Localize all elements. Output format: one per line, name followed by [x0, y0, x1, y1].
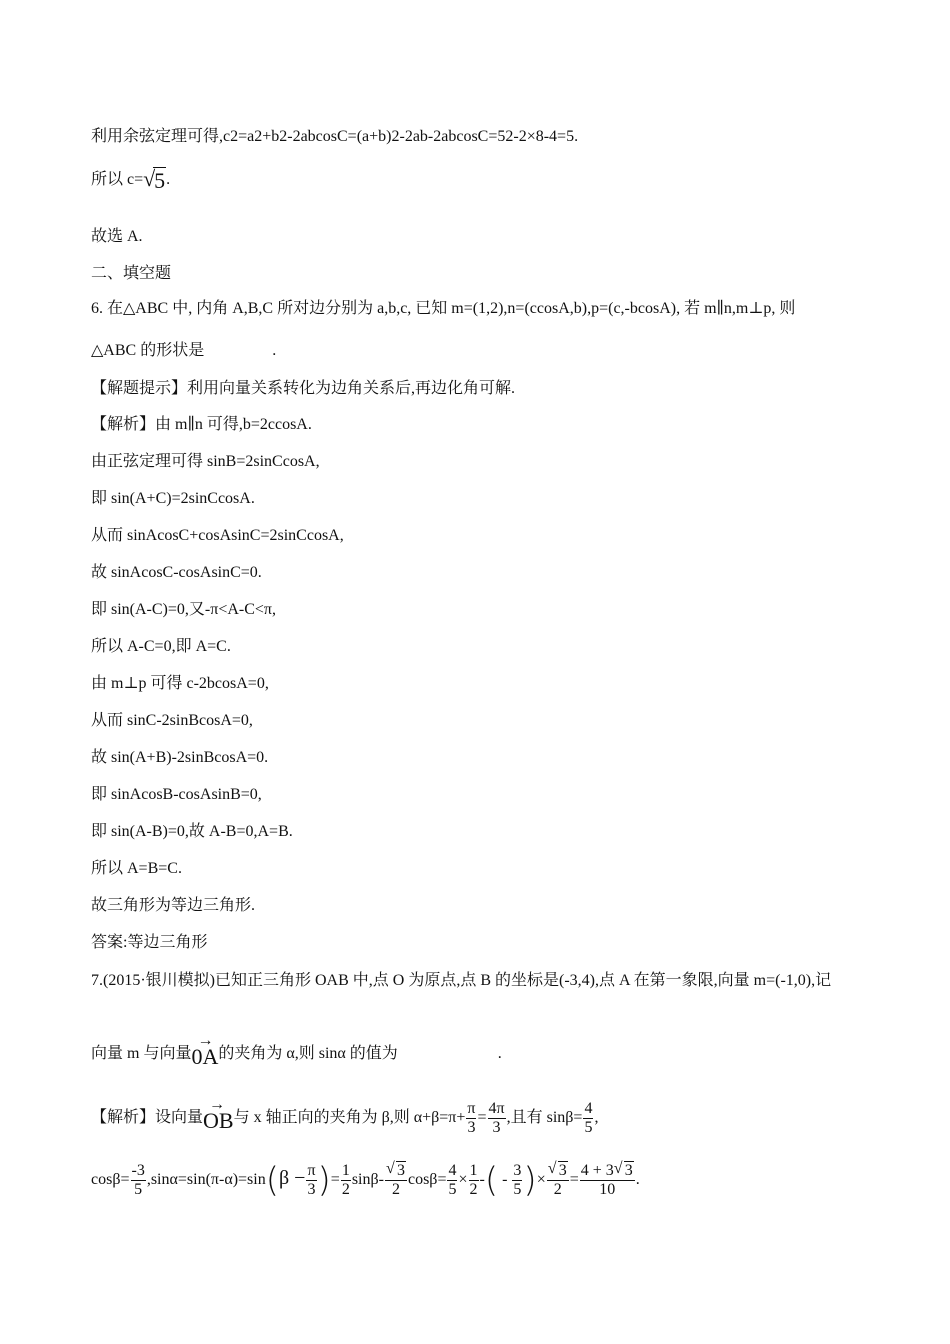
- right-paren: ): [317, 1160, 331, 1201]
- solution-step-13: 所以 A=B=C.: [91, 860, 182, 877]
- frac-den: 2: [469, 1181, 478, 1198]
- text-line-choose-a: 故选 A.: [91, 228, 143, 245]
- question-7-line-1: 7.(2015·银川模拟)已知正三角形 OAB 中,点 O 为原点,点 B 的坐标是(-3,4),点 A 在第一象限,向量 m=(-1,0),记: [91, 972, 832, 989]
- sqrt-three-c: √ 3: [613, 1160, 633, 1179]
- frac-num: -3: [131, 1162, 145, 1179]
- solution-step-9: 从而 sinC-2sinBcosA=0,: [91, 712, 253, 729]
- frac-num: 3: [513, 1162, 522, 1179]
- frac-den: 5: [513, 1181, 522, 1198]
- cos-beta-label: cosβ=: [91, 1171, 130, 1189]
- solution-step-4: 从而 sinAcosC+cosAsinC=2sinCcosA,: [91, 527, 344, 544]
- vector-ob: → OB: [203, 1096, 234, 1134]
- solution-step-11: 即 sinAcosB-cosAsinB=0,: [91, 786, 262, 803]
- fraction-pi-over-3-b: [306, 1162, 316, 1199]
- vector-oa: → 0A: [191, 1032, 219, 1069]
- solution-step-5: 故 sinAcosC-cosAsinC=0.: [91, 564, 262, 581]
- question-7-blank-end: .: [497, 1045, 502, 1062]
- solution-hint: 【解题提示】利用向量关系转化为边角关系后,再边化角可解.: [91, 380, 516, 397]
- question-6-blank-end: .: [272, 342, 277, 359]
- frac-num: 1: [341, 1162, 350, 1179]
- solution-step-1: 【解析】由 m∥n 可得,b=2ccosA.: [91, 416, 312, 433]
- solution-step-10: 故 sin(A+B)-2sinBcosA=0.: [91, 749, 269, 766]
- frac-num: 4: [584, 1100, 593, 1117]
- frac-den: 2: [341, 1181, 350, 1198]
- c-value-prefix: 所以 c=: [91, 171, 144, 188]
- solution-step-14: 故三角形为等边三角形.: [91, 897, 256, 914]
- result-numerator: 4 + 3: [580, 1162, 614, 1179]
- fraction-3-over-5: [512, 1162, 522, 1199]
- beta-minus: β −: [278, 1167, 306, 1190]
- solution-step-3: 即 sin(A+C)=2sinCcosA.: [91, 490, 255, 507]
- fraction-1-over-2-a: [341, 1162, 351, 1199]
- frac-num: 1: [469, 1162, 478, 1179]
- frac-den: 3: [307, 1181, 316, 1198]
- fraction-1-over-2-b: [469, 1162, 479, 1199]
- left-paren: (: [265, 1160, 279, 1201]
- fraction-4-over-5: [583, 1100, 593, 1137]
- equals-2: =: [569, 1171, 579, 1189]
- solution-7-line-2: [91, 1162, 640, 1199]
- times-1: ×: [458, 1171, 468, 1189]
- frac-den: 2: [391, 1181, 400, 1198]
- vector-oa-label: 0A: [191, 1044, 219, 1069]
- frac-num: π: [307, 1162, 316, 1179]
- sqrt-three-a: √ 3: [385, 1160, 405, 1179]
- text-line-cosine-law: 利用余弦定理可得,c2=a2+b2-2abcosC=(a+b)2-2ab-2abcosC=52-2×8-4=5.: [91, 128, 579, 145]
- equals-1: =: [330, 1171, 340, 1189]
- times-2: ×: [536, 1171, 546, 1189]
- fraction-4-over-5-b: [447, 1162, 457, 1199]
- frac-den: 3: [492, 1119, 501, 1136]
- sqrt-radicand: 3: [558, 1162, 567, 1179]
- sqrt-three-b: √ 3: [547, 1160, 567, 1179]
- minus-1: -: [479, 1171, 485, 1189]
- frac-den: 10: [599, 1181, 616, 1198]
- final-period: .: [635, 1171, 640, 1189]
- frac-num: 4: [448, 1162, 457, 1179]
- sol7-equals: =: [477, 1109, 487, 1127]
- sqrt-five-radicand: 5: [154, 168, 166, 193]
- sqrt-five: √ 5: [143, 166, 166, 193]
- fraction-4pi-over-3: [488, 1100, 506, 1137]
- fraction-sqrt3-over-2-a: [385, 1162, 407, 1199]
- frac-den: 5: [134, 1181, 143, 1198]
- fraction-final-result: [580, 1162, 635, 1199]
- vector-ob-label: OB: [203, 1108, 234, 1134]
- frac-num: π: [467, 1100, 476, 1117]
- sqrt-radicand: 3: [396, 1162, 405, 1179]
- fraction-neg3-over-5: [131, 1162, 146, 1199]
- text-line-c-value: [91, 166, 170, 191]
- frac-den: 5: [448, 1181, 457, 1198]
- cos-beta-eq: cosβ=: [407, 1171, 447, 1189]
- solution-step-2: 由正弦定理可得 sinB=2sinCcosA,: [91, 453, 320, 470]
- solution-7-line-1: [91, 1096, 599, 1137]
- right-paren-2: ): [523, 1160, 537, 1201]
- sol7-angle-text: 与 x 轴正向的夹角为 β,则 α+β=π+: [233, 1109, 466, 1127]
- frac-den: 5: [584, 1119, 593, 1136]
- question-7-line-2: [91, 1032, 502, 1069]
- c-value-suffix: .: [166, 171, 171, 188]
- sin-beta-minus: sinβ-: [351, 1171, 384, 1189]
- question-6-line-1: 6. 在△ABC 中, 内角 A,B,C 所对边分别为 a,b,c, 已知 m=(1,2),n=(ccosA,b),p=(c,-bcosA), 若 m∥n,m⊥p, 则: [91, 300, 796, 317]
- question-6-prompt: △ABC 的形状是: [91, 342, 205, 359]
- sin-alpha-text: ,sinα=sin(π-α)=sin: [146, 1171, 266, 1189]
- solution-step-6: 即 sin(A-C)=0,又-π<A-C<π,: [91, 601, 276, 618]
- left-paren-2: (: [484, 1160, 499, 1201]
- sol7-sin-beta-text: ,且有 sinβ=: [506, 1109, 583, 1127]
- solution-step-12: 即 sin(A-B)=0,故 A-B=0,A=B.: [91, 823, 293, 840]
- neg-sign: -: [502, 1171, 508, 1189]
- solution-step-8: 由 m⊥p 可得 c-2bcosA=0,: [91, 675, 269, 692]
- question-6-line-2: [91, 340, 276, 362]
- frac-num: 4π: [488, 1100, 505, 1117]
- sol7-comma: ,: [594, 1109, 599, 1127]
- section-heading-fill-blank: 二、填空题: [91, 265, 172, 282]
- question-7-prompt-b: 的夹角为 α,则 sinα 的值为: [218, 1045, 398, 1062]
- sol7-prefix: 【解析】设向量: [91, 1109, 204, 1127]
- fraction-pi-over-3: [466, 1100, 476, 1137]
- frac-den: 3: [467, 1119, 476, 1136]
- fraction-sqrt3-over-2-b: [547, 1162, 569, 1199]
- frac-den: 2: [553, 1181, 562, 1198]
- question-7-prompt-a: 向量 m 与向量: [91, 1045, 192, 1062]
- solution-step-7: 所以 A-C=0,即 A=C.: [91, 638, 231, 655]
- answer-line: 答案:等边三角形: [91, 934, 208, 951]
- sqrt-radicand: 3: [624, 1162, 633, 1179]
